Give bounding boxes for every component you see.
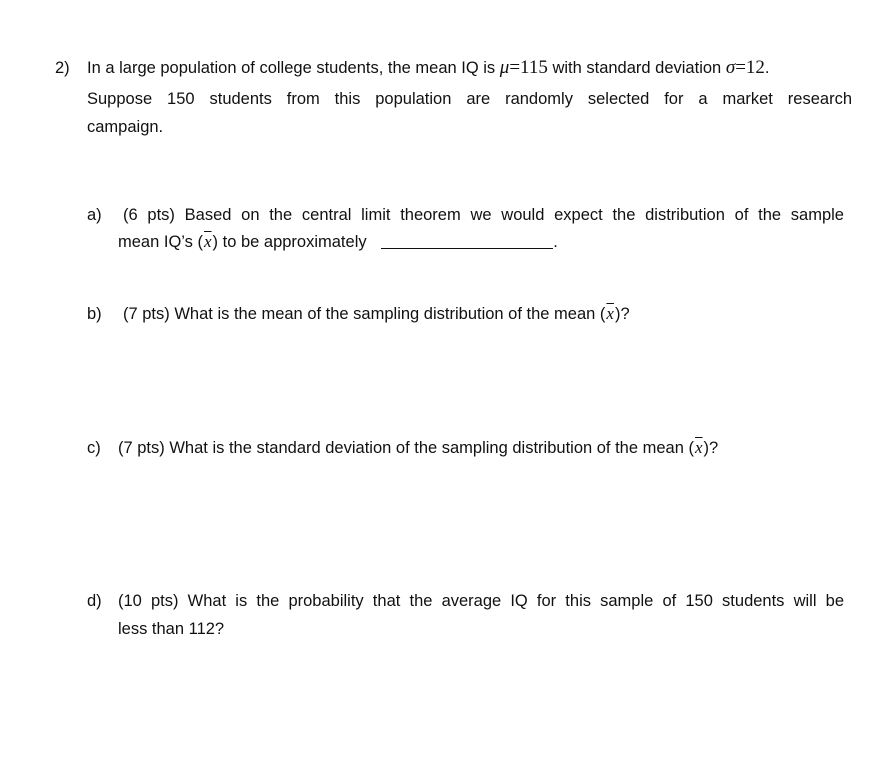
mu-value: =115 xyxy=(509,57,548,78)
mu-symbol: μ xyxy=(499,57,510,78)
part-a-line1: (6 pts) Based on the central limit theorem we would expect the distribution of the sample xyxy=(123,206,844,224)
xbar-symbol: $\overline{x}$ xyxy=(694,438,703,457)
problem-intro-line3: campaign. xyxy=(87,118,164,136)
part-c-text-post: )? xyxy=(703,439,719,457)
part-c-text xyxy=(118,438,718,458)
intro-text-2: with standard deviation xyxy=(552,59,722,77)
intro-text-1: In a large population of college students, the mean IQ is xyxy=(87,59,496,77)
sigma-symbol: σ xyxy=(725,57,736,78)
sigma-value: =12 xyxy=(735,57,765,78)
part-d-line1: (10 pts) What is the probability that the average IQ for this sample of 150 students will be xyxy=(118,592,844,610)
part-c-label: c) xyxy=(87,439,101,457)
part-d-line2: less than 112? xyxy=(118,620,225,638)
part-c-text-pre: (7 pts) What is the standard deviation of the sampling distribution of the mean ( xyxy=(118,439,694,457)
answer-blank xyxy=(381,233,553,249)
part-b-label: b) xyxy=(87,305,102,323)
part-b-text xyxy=(123,304,630,324)
problem-intro-line1 xyxy=(87,58,770,78)
problem-intro-line2: Suppose 150 students from this population are randomly selected for a market research xyxy=(87,90,852,108)
xbar-symbol: $\overline{x}$ xyxy=(606,304,614,323)
part-a-line2 xyxy=(118,232,558,252)
part-a-line2-pre: mean IQ’s ( xyxy=(118,233,203,251)
part-b-text-post: )? xyxy=(614,305,630,323)
intro-end: . xyxy=(764,59,770,77)
xbar-symbol: $\overline{x}$ xyxy=(203,232,212,251)
part-d-label: d) xyxy=(87,592,102,610)
blank-end: . xyxy=(553,233,558,251)
problem-number: 2) xyxy=(55,59,70,77)
part-a-line2-post: ) to be approximately xyxy=(212,233,367,251)
part-b-text-pre: (7 pts) What is the mean of the sampling distribution of the mean ( xyxy=(123,305,606,323)
part-a-label: a) xyxy=(87,206,102,224)
